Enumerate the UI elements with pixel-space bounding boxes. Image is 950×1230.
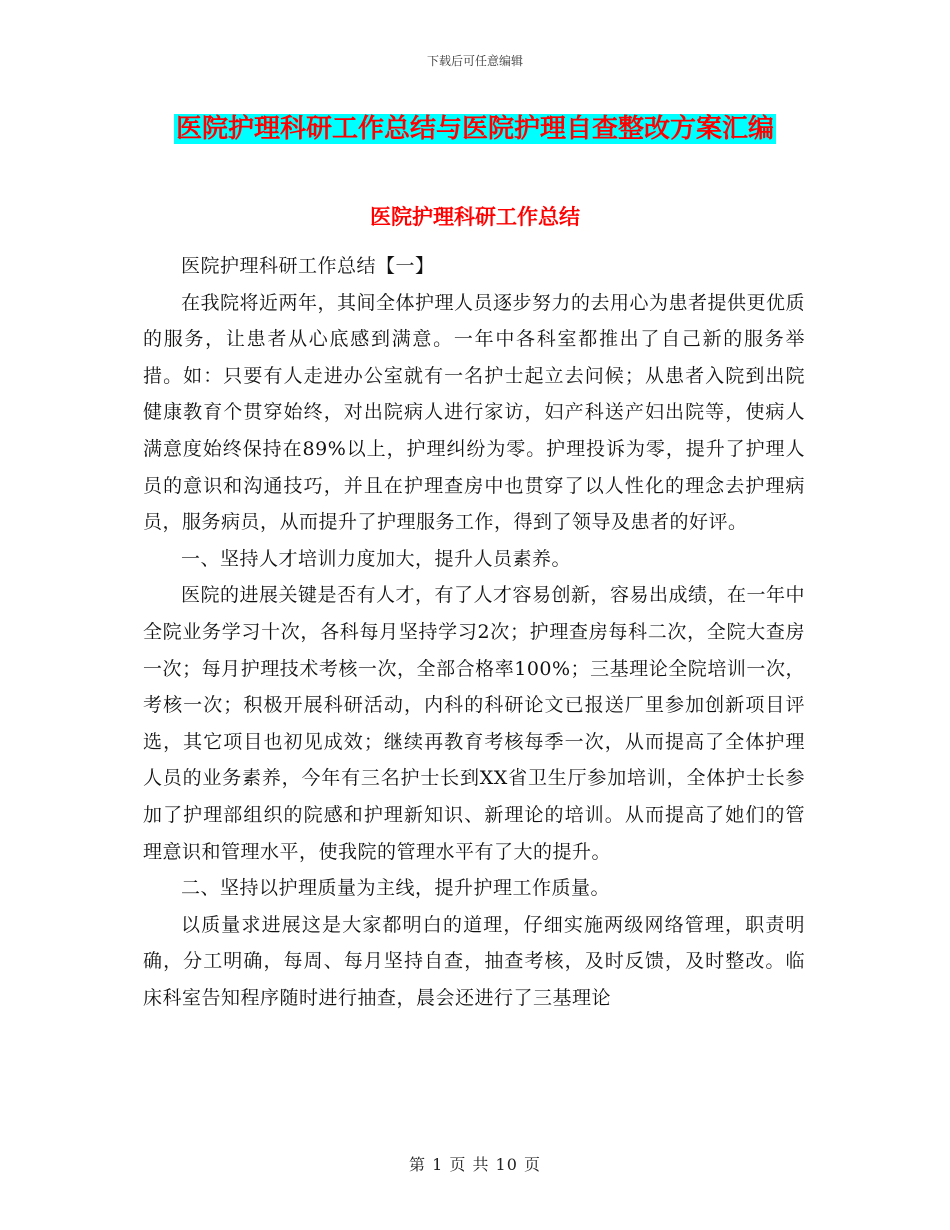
paragraph-heading: 一、坚持人才培训力度加大，提升人员素养。	[181, 547, 572, 570]
header-note: 下载后可任意编辑	[426, 54, 523, 68]
document-body	[143, 220, 805, 1016]
paragraph: 医院的进展关键是否有人才，有了人才容易创新，容易出成绩，在一年中全院业务学习十次，各科每月坚持学习2次；护理查房每科二次，全院大查房一次；每月护理技术考核一次，全部合格率100%；三基理论全院培训一次，考核一次；积极开展科研活动，内科的科研论文已报送厂里参加创新项目评选，其它项目也初见成效；继续再教育考核每季一次，从而提高了全体护理人员的业务素养，今年有三名护士长到XX省卫生厅参加培训，全体护士长参加了护理部组织的院感和护理新知识、新理论的培训。从而提高了她们的管理意识和管理水平，使我院的管理水平有了大的提升。	[143, 584, 806, 863]
paragraph-subheading: 医院护理科研工作总结【一】	[181, 255, 435, 277]
paragraph-heading: 二、坚持以护理质量为主线，提升护理工作质量。	[181, 877, 611, 900]
paragraph: 以质量求进展这是大家都明白的道理，仔细实施两级网络管理，职责明确，分工明确，每周、每月坚持自查，抽查考核，及时反馈，及时整改。临床科室告知程序随时进行抽查，晨会还进行了三基理论	[143, 913, 805, 1009]
document-title	[0, 112, 950, 146]
document-title-text: 医院护理科研工作总结与医院护理自查整改方案汇编	[175, 114, 774, 144]
section-title: 医院护理科研工作总结	[370, 204, 580, 229]
paragraph: 在我院将近两年，其间全体护理人员逐步努力的去用心为患者提供更优质的服务，让患者从心底感到满意。一年中各科室都推出了自己新的服务举措。如：只要有人走进办公室就有一名护士起立去问候；从患者入院到出院健康教育个贯穿始终，对出院病人进行家访，妇产科送产妇出院等，使病人满意度始终保持在89%以上，护理纠纷为零。护理投诉为零，提升了护理人员的意识和沟通技巧，并且在护理查房中也贯穿了以人性化的理念去护理病员，服务病员，从而提升了护理服务工作，得到了领导及患者的好评。	[143, 291, 806, 534]
page-number-footer: 第 1 页 共 10 页	[409, 1155, 541, 1174]
